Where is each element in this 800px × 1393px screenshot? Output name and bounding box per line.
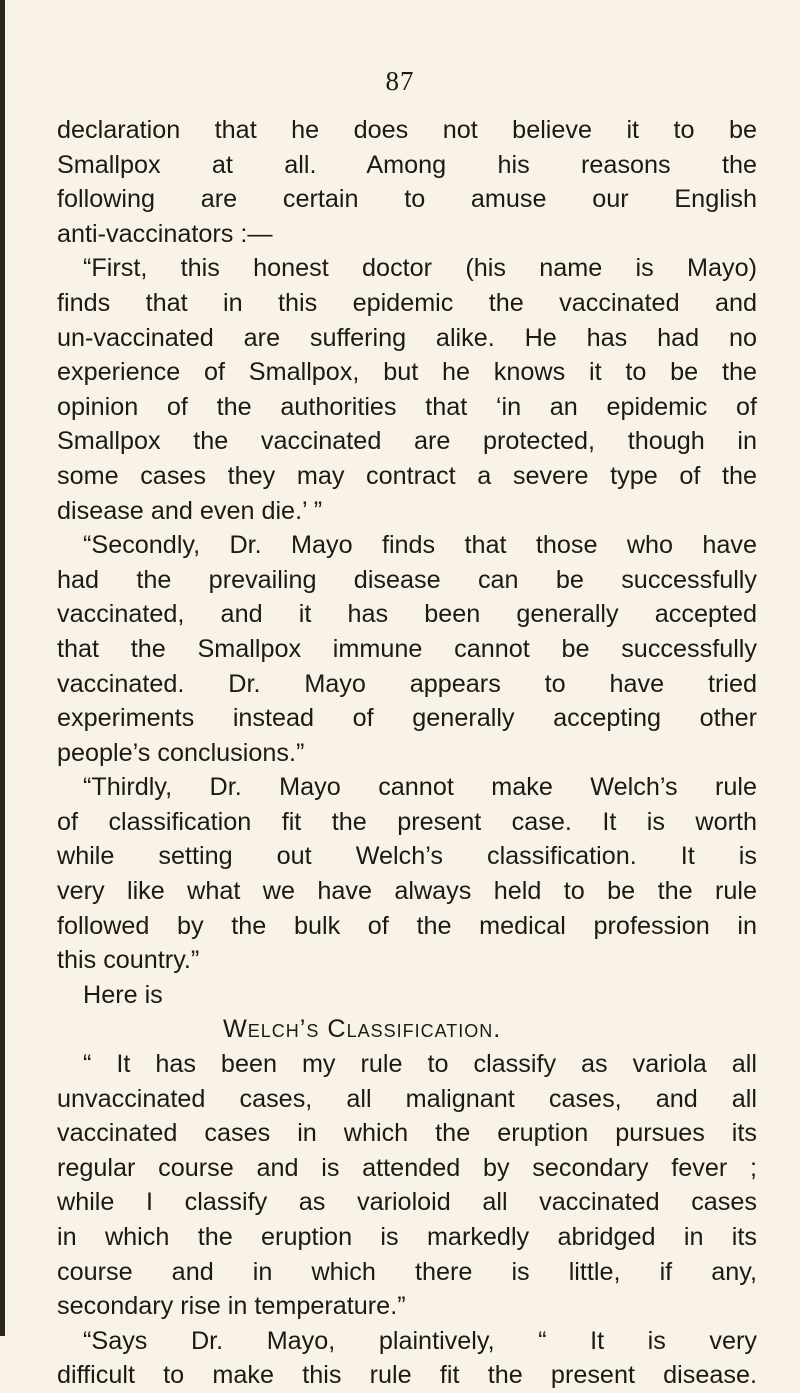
text-line: declaration that he does not believe it to be: [57, 116, 757, 144]
text-line: following are certain to amuse our English: [57, 185, 757, 214]
text-line: followed by the bulk of the medical profession in: [57, 911, 757, 940]
body-text: [57, 113, 757, 1393]
text-line: “ It has been my rule to classify as variola all: [83, 1050, 757, 1079]
text-line: “Secondly, Dr. Mayo finds that those who have: [83, 531, 757, 560]
text-line: this country.”: [57, 946, 200, 975]
text-line: difficult to make this rule fit the present disease.: [57, 1361, 757, 1390]
page-number: 87: [385, 66, 415, 96]
text-line: vaccinated, and it has been generally accepted: [57, 600, 757, 629]
text-line: experience of Smallpox, but he knows it to be the: [57, 358, 757, 387]
text-line: of classification fit the present case. It is worth: [57, 807, 757, 836]
text-line: some cases they may contract a severe type of the: [57, 461, 757, 490]
text-line: while I classify as varioloid all vaccinated cases: [57, 1188, 757, 1217]
text-line: while setting out Welch’s classification. It is: [57, 842, 757, 871]
text-line: Here is: [83, 980, 163, 1009]
page-edge-shadow: [0, 0, 5, 1336]
text-line: vaccinated. Dr. Mayo appears to have tried: [57, 669, 757, 698]
text-line: in which the eruption is markedly abridged in its: [57, 1223, 757, 1251]
text-line: “First, this honest doctor (his name is Mayo): [83, 254, 757, 283]
text-line: very like what we have always held to be the rule: [57, 877, 757, 906]
text-line: experiments instead of generally accepting other: [57, 704, 757, 733]
text-line: un-vaccinated are suffering alike. He has had no: [57, 323, 757, 352]
text-line: course and in which there is little, if any,: [57, 1257, 757, 1286]
text-line: opinion of the authorities that ‘in an epidemic of: [57, 392, 757, 421]
text-line: finds that in this epidemic the vaccinated and: [57, 288, 757, 317]
text-line: that the Smallpox immune cannot be successfully: [57, 634, 757, 663]
text-line: regular course and is attended by secondary fever ;: [57, 1153, 757, 1182]
text-line: people’s conclusions.”: [57, 738, 305, 767]
text-line: unvaccinated cases, all malignant cases, and all: [57, 1084, 757, 1113]
text-line: disease and even die.’ ”: [57, 496, 323, 525]
text-line: anti-vaccinators :—: [57, 219, 273, 248]
text-line: Smallpox at all. Among his reasons the: [57, 150, 757, 179]
text-line: vaccinated cases in which the eruption pursues its: [57, 1119, 757, 1148]
text-line: “Thirdly, Dr. Mayo cannot make Welch’s rule: [83, 773, 757, 802]
text-line: Smallpox the vaccinated are protected, though in: [57, 427, 757, 456]
section-heading: Welch’s Classification.: [223, 1015, 502, 1044]
text-line: secondary rise in temperature.”: [57, 1292, 406, 1321]
text-line: had the prevailing disease can be successfully: [57, 565, 757, 594]
text-line: “Says Dr. Mayo, plaintively, “ It is very: [83, 1326, 757, 1355]
